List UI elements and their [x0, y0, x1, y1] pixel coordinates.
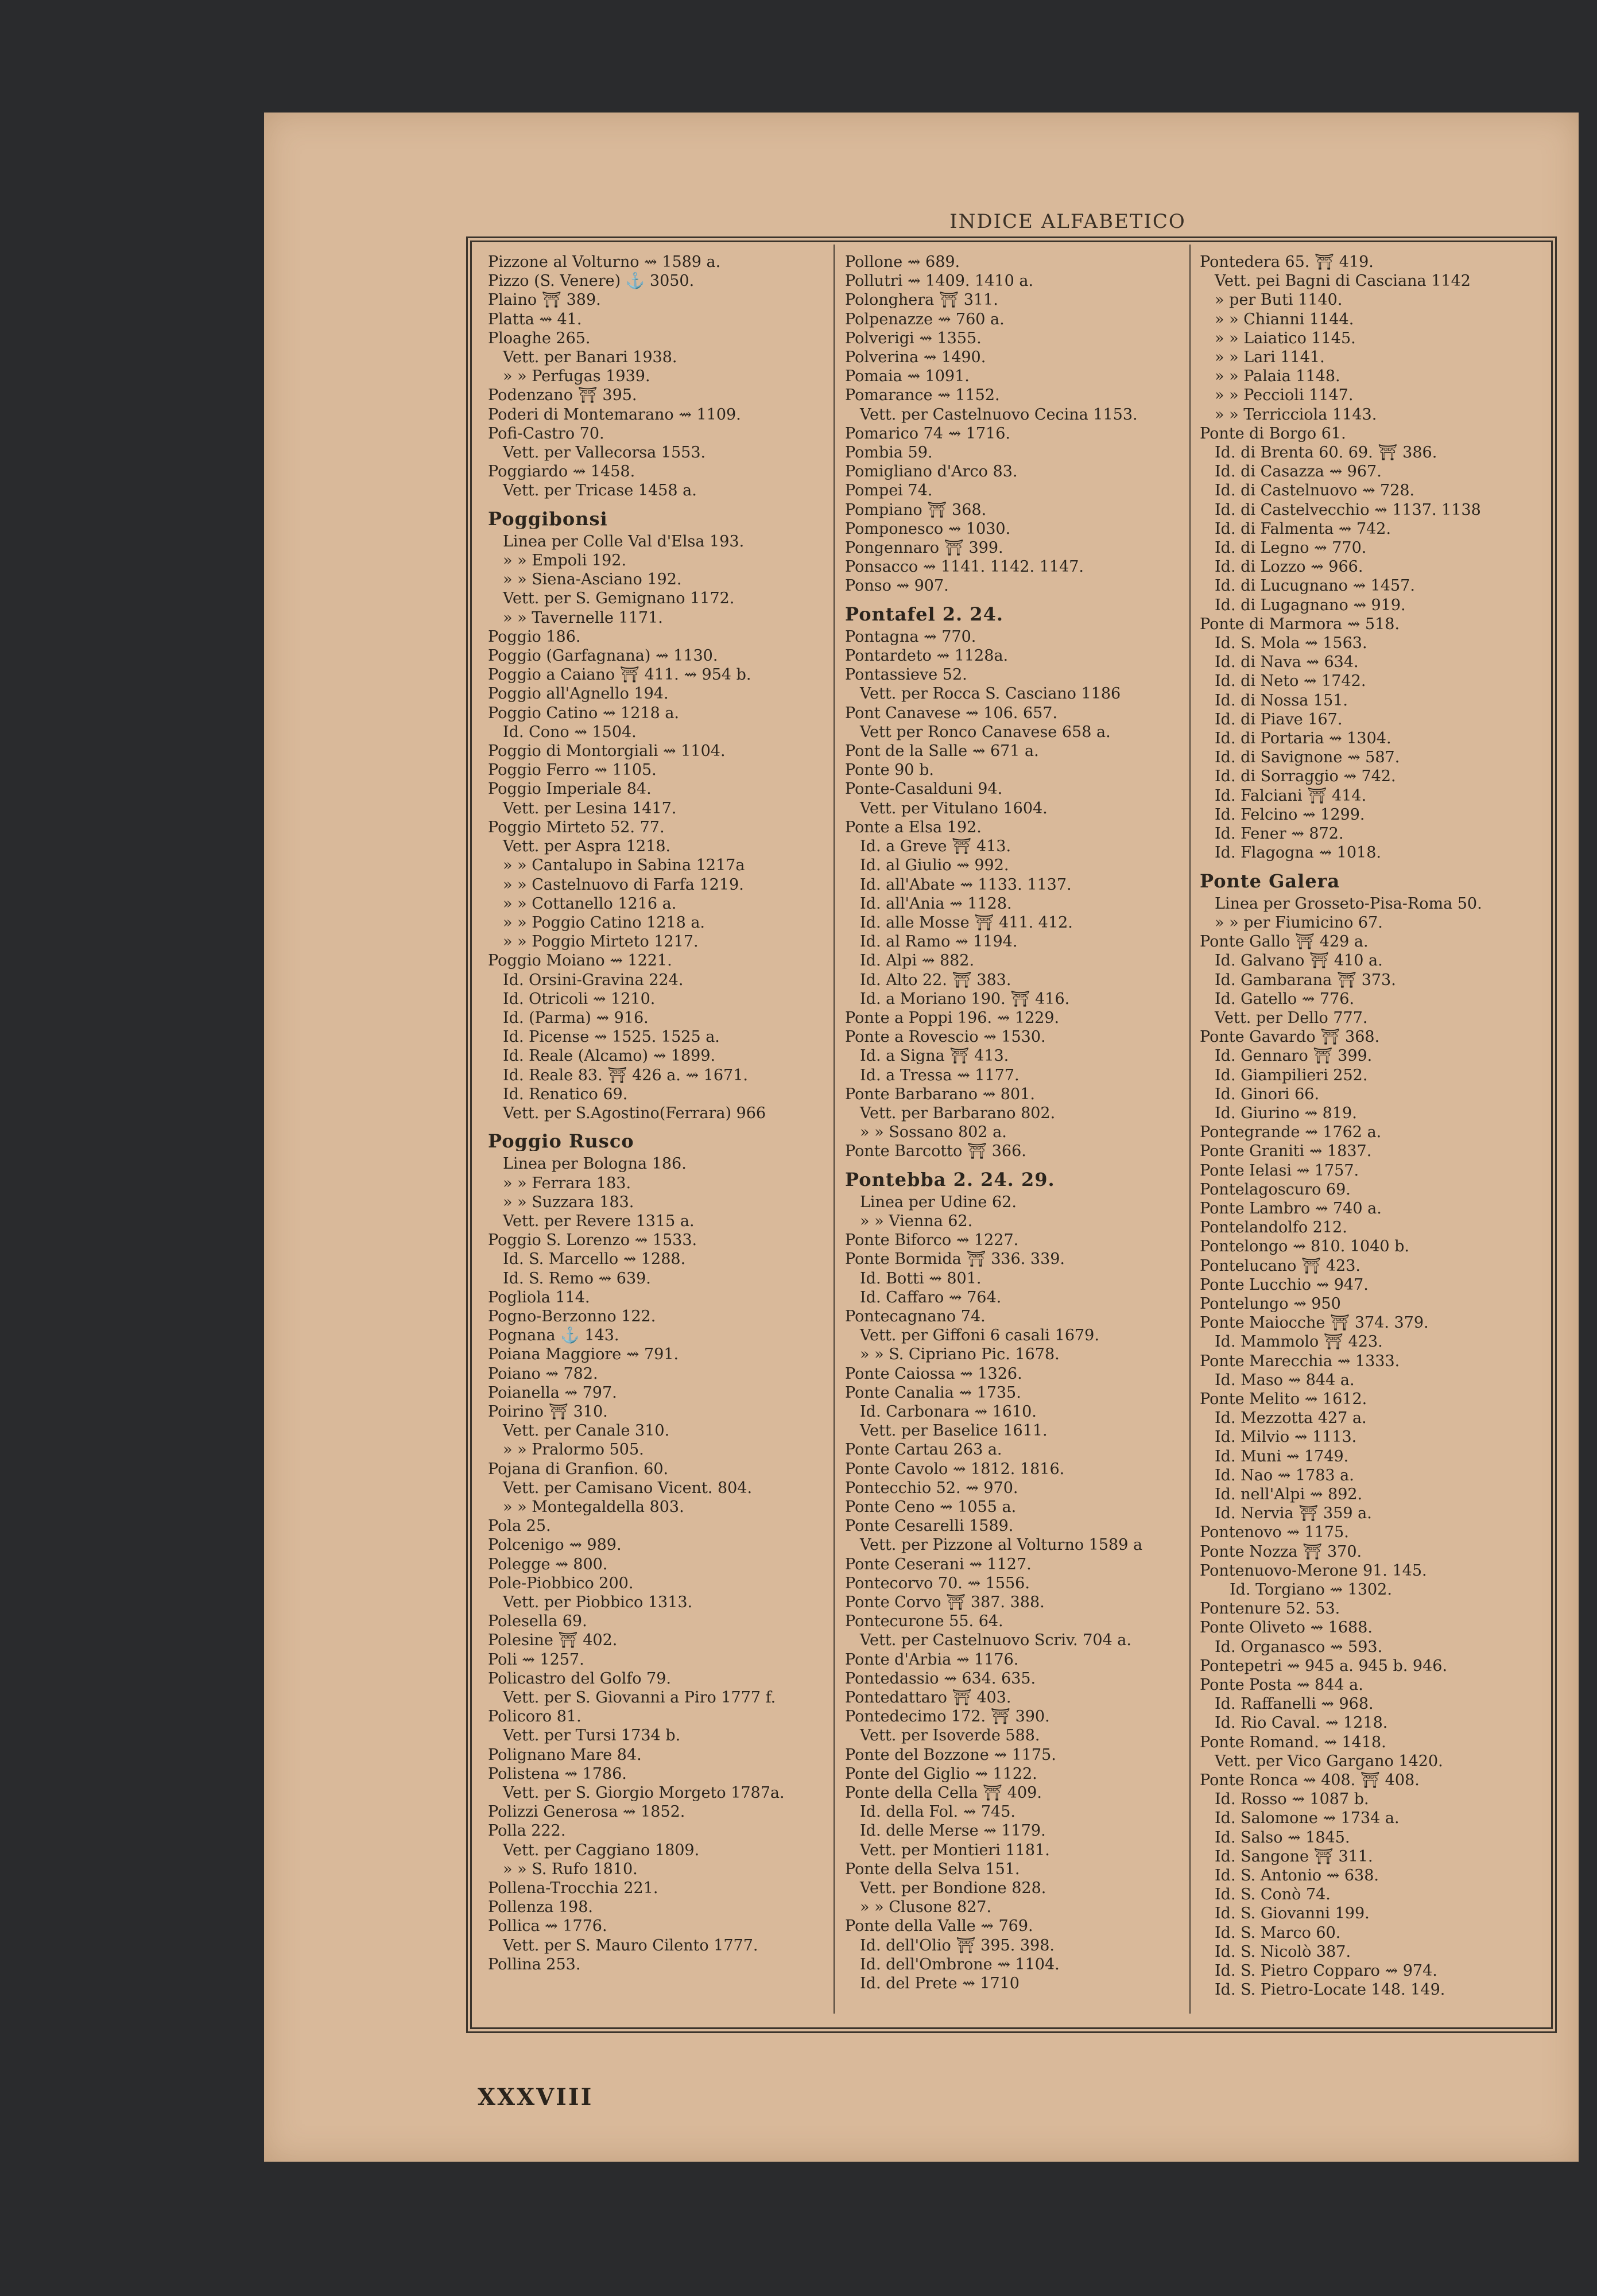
index-entry: Id. Mammolo ⛩ 423. — [1215, 1333, 1383, 1351]
index-entry: Pontecagnano 74. — [845, 1307, 986, 1325]
index-entry: Vett. per Vitulano 1604. — [860, 799, 1048, 817]
index-entry: Vett. per S. Giovanni a Piro 1777 f. — [503, 1689, 776, 1707]
index-entry: Id. a Moriano 190. ⛩ 416. — [860, 990, 1070, 1008]
index-entry: Id. Ginori 66. — [1215, 1085, 1320, 1103]
index-entry: Pontardeto ⇝ 1128a. — [845, 647, 1009, 665]
index-entry: Poiana Maggiore ⇝ 791. — [488, 1345, 679, 1364]
index-entry: Id. Felcino ⇝ 1299. — [1215, 805, 1365, 824]
index-entry: Vett. pei Bagni di Casciana 1142 — [1215, 272, 1471, 290]
index-entry: Polcenigo ⇝ 989. — [488, 1536, 622, 1554]
index-entry: » » Terricciola 1143. — [1215, 405, 1377, 424]
index-entry: Pizzo (S. Venere) ⚓ 3050. — [488, 272, 695, 290]
index-entry: Ponte della Selva 151. — [845, 1860, 1020, 1878]
index-entry: Vett. per Giffoni 6 casali 1679. — [860, 1327, 1099, 1345]
index-heading: Pontebba 2. 24. 29. — [845, 1170, 1055, 1189]
index-entry: Polegge ⇝ 800. — [488, 1555, 608, 1573]
index-entry: Pombia 59. — [845, 444, 933, 462]
index-entry: Pogno-Berzonno 122. — [488, 1307, 656, 1325]
index-entry: Ponte a Poppi 196. ⇝ 1229. — [845, 1009, 1060, 1027]
index-entry: Ponte-Casalduni 94. — [845, 780, 1003, 798]
index-entry: Vett. per Piobbico 1313. — [503, 1593, 693, 1612]
index-entry: Id. di Lucugnano ⇝ 1457. — [1215, 577, 1415, 595]
index-entry: Pontagna ⇝ 770. — [845, 627, 976, 646]
index-entry: Ponte Bormida ⛩ 336. 339. — [845, 1250, 1065, 1269]
index-entry: Pontecchio 52. ⇝ 970. — [845, 1479, 1018, 1497]
index-entry: Pompei 74. — [845, 482, 933, 500]
index-entry: Pont Canavese ⇝ 106. 657. — [845, 704, 1058, 722]
index-entry: Policoro 81. — [488, 1708, 582, 1726]
index-entry: Id. Gatello ⇝ 776. — [1215, 990, 1355, 1008]
index-entry: Id. Orsini-Gravina 224. — [503, 971, 684, 989]
index-entry: Pomigliano d'Arco 83. — [845, 463, 1018, 481]
index-entry: Poli ⇝ 1257. — [488, 1650, 584, 1669]
index-entry: Plaino ⛩ 389. — [488, 291, 601, 309]
index-entry: Id. all'Ania ⇝ 1128. — [860, 894, 1012, 913]
index-entry: Pola 25. — [488, 1517, 551, 1535]
index-entry: » » Cottanello 1216 a. — [503, 894, 677, 913]
index-entry: Poianella ⇝ 797. — [488, 1383, 617, 1402]
index-entry: Ponte del Bozzone ⇝ 1175. — [845, 1746, 1056, 1764]
index-entry: Vett. per Banari 1938. — [503, 348, 677, 367]
index-entry: Ponte Lambro ⇝ 740 a. — [1200, 1199, 1382, 1217]
index-entry: Id. Alto 22. ⛩ 383. — [860, 971, 1011, 989]
index-entry: » » Siena-Asciano 192. — [503, 571, 682, 589]
index-entry: Pontelongo ⇝ 810. 1040 b. — [1200, 1238, 1410, 1256]
index-entry: » » Perfugas 1939. — [503, 367, 650, 386]
index-entry: Id. del Prete ⇝ 1710 — [860, 1975, 1020, 1993]
index-entry: Pontedera 65. ⛩ 419. — [1200, 253, 1374, 271]
index-entry: Id. Botti ⇝ 801. — [860, 1269, 982, 1287]
index-entry: Ponte di Borgo 61. — [1200, 424, 1346, 443]
index-entry: Id. S. Marcello ⇝ 1288. — [503, 1250, 686, 1269]
index-entry: » » Ferrara 183. — [503, 1174, 631, 1192]
index-entry: Vett. per S. Giorgio Morgeto 1787a. — [503, 1784, 785, 1802]
index-entry: Id. Maso ⇝ 844 a. — [1215, 1371, 1355, 1389]
index-entry: Id. Reale (Alcamo) ⇝ 1899. — [503, 1047, 716, 1065]
index-entry: Poggio S. Lorenzo ⇝ 1533. — [488, 1231, 697, 1250]
index-entry: Id. Milvio ⇝ 1113. — [1215, 1428, 1357, 1446]
index-entry: Id. Caffaro ⇝ 764. — [860, 1288, 1002, 1306]
index-entry: Pole-Piobbico 200. — [488, 1574, 634, 1592]
page-number: XXXVIII — [478, 2084, 594, 2111]
index-entry: » » Laiatico 1145. — [1215, 329, 1356, 347]
index-column-2 — [845, 253, 1189, 2032]
index-entry: » » Tavernelle 1171. — [503, 608, 663, 627]
index-entry: Ploaghe 265. — [488, 329, 591, 347]
index-entry: Id. all'Abate ⇝ 1133. 1137. — [860, 875, 1072, 894]
index-entry: Pontecurone 55. 64. — [845, 1612, 1003, 1631]
index-entry: Id. di Castelnuovo ⇝ 728. — [1215, 482, 1415, 500]
index-entry: Pontenure 52. 53. — [1200, 1600, 1340, 1618]
index-entry: Ponte Romand. ⇝ 1418. — [1200, 1733, 1386, 1751]
index-entry: Id. di Legno ⇝ 770. — [1215, 539, 1367, 557]
index-entry: Id. di Piave 167. — [1215, 710, 1343, 728]
index-entry: Id. Giurino ⇝ 819. — [1215, 1104, 1357, 1122]
index-entry: Ponte Gallo ⛩ 429 a. — [1200, 933, 1369, 951]
index-entry: Pontelungo ⇝ 950 — [1200, 1294, 1341, 1313]
index-entry: Id. Picense ⇝ 1525. 1525 a. — [503, 1028, 720, 1046]
index-entry: Vett. per Tursi 1734 b. — [503, 1727, 681, 1745]
index-entry: » » Montegaldella 803. — [503, 1498, 684, 1516]
index-entry: Ponte Marecchia ⇝ 1333. — [1200, 1352, 1400, 1370]
index-entry: » » Sossano 802 a. — [860, 1123, 1007, 1142]
index-entry: Ponte della Valle ⇝ 769. — [845, 1917, 1033, 1936]
index-entry: Pollone ⇝ 689. — [845, 253, 960, 271]
index-entry: Pogliola 114. — [488, 1288, 590, 1306]
index-entry: » » Cantalupo in Sabina 1217a — [503, 856, 745, 875]
index-entry: Pontelandolfo 212. — [1200, 1219, 1347, 1237]
index-entry: Pont de la Salle ⇝ 671 a. — [845, 742, 1039, 761]
index-entry: Pontelagoscuro 69. — [1200, 1180, 1351, 1199]
index-entry: Id. Gennaro ⛩ 399. — [1215, 1047, 1373, 1065]
index-entry: Id. Reale 83. ⛩ 426 a. ⇝ 1671. — [503, 1066, 748, 1084]
index-entry: Policastro del Golfo 79. — [488, 1669, 671, 1688]
index-entry: Ponte Caiossa ⇝ 1326. — [845, 1364, 1022, 1383]
index-entry: Ponsacco ⇝ 1141. 1142. 1147. — [845, 558, 1084, 576]
index-entry: Id. a Tressa ⇝ 1177. — [860, 1066, 1020, 1084]
index-entry: Poirino ⛩ 310. — [488, 1402, 608, 1421]
index-entry: Pompiano ⛩ 368. — [845, 501, 987, 519]
index-entry: Poggio Moiano ⇝ 1221. — [488, 952, 672, 970]
index-entry: Ponte del Giglio ⇝ 1122. — [845, 1764, 1037, 1783]
index-entry: Ponte Maiocche ⛩ 374. 379. — [1200, 1314, 1429, 1332]
index-entry: Id. S. Pietro-Locate 148. 149. — [1215, 1981, 1445, 1999]
book-page — [264, 113, 1579, 2162]
index-entry: Id. Mezzotta 427 a. — [1215, 1409, 1367, 1428]
index-entry: Ponte Melito ⇝ 1612. — [1200, 1390, 1367, 1408]
index-entry: Linea per Udine 62. — [860, 1193, 1017, 1211]
index-entry: Vett. per Castelnuovo Cecina 1153. — [860, 405, 1138, 424]
index-entry: Linea per Bologna 186. — [503, 1155, 687, 1173]
index-entry: Ponte Posta ⇝ 844 a. — [1200, 1676, 1363, 1694]
index-entry: Ponte Canalia ⇝ 1735. — [845, 1383, 1021, 1402]
index-entry: Vett. per Camisano Vicent. 804. — [503, 1479, 753, 1497]
index-entry: Linea per Grosseto-Pisa-Roma 50. — [1215, 894, 1482, 913]
index-entry: Id. di Casazza ⇝ 967. — [1215, 463, 1382, 481]
index-entry: Id. di Neto ⇝ 1742. — [1215, 672, 1366, 691]
index-entry: Poggio 186. — [488, 627, 581, 646]
index-entry: Pongennaro ⛩ 399. — [845, 539, 1003, 557]
index-entry: Pontecorvo 70. ⇝ 1556. — [845, 1574, 1030, 1592]
index-entry: Poggio Ferro ⇝ 1105. — [488, 761, 657, 779]
index-entry: Id. Salso ⇝ 1845. — [1215, 1828, 1350, 1847]
index-heading: Pontafel 2. 24. — [845, 604, 1003, 624]
index-entry: Pofi-Castro 70. — [488, 424, 604, 443]
index-entry: Id. al Ramo ⇝ 1194. — [860, 933, 1018, 951]
index-entry: Linea per Colle Val d'Elsa 193. — [503, 532, 745, 550]
index-entry: Vett. per Lesina 1417. — [503, 799, 677, 817]
index-column-1 — [488, 253, 832, 2032]
index-entry: Ponte Biforco ⇝ 1227. — [845, 1231, 1019, 1250]
column-rule — [834, 245, 835, 2014]
index-entry: » » Empoli 192. — [503, 552, 627, 570]
index-entry: Pojana di Granfion. 60. — [488, 1460, 669, 1478]
index-entry: Ponte Cartau 263 a. — [845, 1441, 1002, 1459]
index-entry: Ponte Lucchio ⇝ 947. — [1200, 1275, 1369, 1294]
index-entry: Poderi di Montemarano ⇝ 1109. — [488, 405, 741, 424]
index-entry: Pontassieve 52. — [845, 666, 967, 684]
index-entry: Ponte Ceserani ⇝ 1127. — [845, 1555, 1032, 1573]
index-entry: Id. Raffanelli ⇝ 968. — [1215, 1695, 1374, 1713]
index-entry: Pollutri ⇝ 1409. 1410 a. — [845, 272, 1034, 290]
index-entry: Polpenazze ⇝ 760 a. — [845, 310, 1005, 328]
index-entry: Poggio a Caiano ⛩ 411. ⇝ 954 b. — [488, 666, 751, 684]
index-entry: Id. Torgiano ⇝ 1302. — [1230, 1581, 1392, 1599]
index-entry: Vett. per Montieri 1181. — [860, 1841, 1050, 1859]
index-entry: Ponte Corvo ⛩ 387. 388. — [845, 1593, 1045, 1612]
index-entry: Id. Falciani ⛩ 414. — [1215, 786, 1367, 805]
index-entry: Id. S. Mola ⇝ 1563. — [1215, 634, 1367, 653]
index-entry: Id. S. Pietro Copparo ⇝ 974. — [1215, 1962, 1437, 1980]
index-entry: Vett. per Baselice 1611. — [860, 1422, 1048, 1440]
index-entry: Id. al Giulio ⇝ 992. — [860, 856, 1009, 875]
index-entry: Poggio (Garfagnana) ⇝ 1130. — [488, 647, 718, 665]
index-entry: Id. di Lozzo ⇝ 966. — [1215, 558, 1363, 576]
index-entry: Id. di Savignone ⇝ 587. — [1215, 748, 1400, 767]
index-entry: Id. S. Antonio ⇝ 638. — [1215, 1867, 1379, 1885]
index-entry: Polizzi Generosa ⇝ 1852. — [488, 1803, 685, 1821]
index-entry: Ponte Oliveto ⇝ 1688. — [1200, 1619, 1373, 1637]
index-entry: Vett. per S.Agostino(Ferrara) 966 — [503, 1104, 766, 1122]
index-entry: Poiano ⇝ 782. — [488, 1364, 598, 1383]
index-entry: Polverigi ⇝ 1355. — [845, 329, 982, 347]
index-entry: Id. Flagogna ⇝ 1018. — [1215, 844, 1381, 862]
index-entry: Id. nell'Alpi ⇝ 892. — [1215, 1486, 1363, 1503]
index-entry: Id. a Signa ⛩ 413. — [860, 1047, 1009, 1065]
index-entry: Pollina 253. — [488, 1955, 581, 1973]
index-entry: Id. Galvano ⛩ 410 a. — [1215, 952, 1383, 970]
index-entry: Id. S. Remo ⇝ 639. — [503, 1269, 651, 1287]
index-entry: Vett. per Castelnuovo Scriv. 704 a. — [860, 1631, 1131, 1650]
index-entry: Pollena-Trocchia 221. — [488, 1879, 658, 1898]
index-entry: Vett. per Caggiano 1809. — [503, 1841, 700, 1859]
index-entry: Pontelucano ⛩ 423. — [1200, 1256, 1360, 1275]
index-entry: Polesella 69. — [488, 1612, 587, 1631]
index-entry: Vett. per Canale 310. — [503, 1422, 670, 1440]
index-entry: Id. Giampilieri 252. — [1215, 1066, 1368, 1084]
index-entry: Id. S. Conò 74. — [1215, 1886, 1331, 1904]
index-entry: Polignano Mare 84. — [488, 1746, 642, 1764]
index-entry: Pomarico 74 ⇝ 1716. — [845, 424, 1010, 443]
index-entry: Ponte 90 b. — [845, 761, 934, 779]
index-entry: Vett. per Bondione 828. — [860, 1879, 1046, 1898]
index-entry: Pomarance ⇝ 1152. — [845, 386, 1000, 405]
index-entry: » » per Fiumicino 67. — [1215, 913, 1383, 932]
index-entry: Ponte di Marmora ⇝ 518. — [1200, 615, 1400, 633]
index-heading: Poggio Rusco — [488, 1132, 634, 1151]
index-entry: » » Suzzara 183. — [503, 1193, 634, 1211]
index-entry: » » Palaia 1148. — [1215, 367, 1340, 386]
index-entry: Id. Nao ⇝ 1783 a. — [1215, 1466, 1354, 1484]
index-entry: Ponte Ielasi ⇝ 1757. — [1200, 1161, 1359, 1180]
index-entry: Vett. per Vallecorsa 1553. — [503, 444, 706, 462]
index-entry: » » Pralormo 505. — [503, 1441, 644, 1459]
index-entry: Id. Organasco ⇝ 593. — [1215, 1638, 1383, 1656]
index-entry: Id. alle Mosse ⛩ 411. 412. — [860, 913, 1073, 932]
index-entry: Ponte Barbarano ⇝ 801. — [845, 1085, 1035, 1103]
index-entry: Pontepetri ⇝ 945 a. 945 b. 946. — [1200, 1657, 1448, 1675]
index-entry: Ponso ⇝ 907. — [845, 577, 949, 595]
index-entry: Pollica ⇝ 1776. — [488, 1917, 607, 1936]
index-entry: Id. Otricoli ⇝ 1210. — [503, 990, 656, 1008]
index-entry: Id. Fener ⇝ 872. — [1215, 825, 1344, 843]
index-entry: Poggio all'Agnello 194. — [488, 685, 669, 703]
index-entry: Id. Salomone ⇝ 1734 a. — [1215, 1809, 1400, 1828]
index-entry: Ponte Ceno ⇝ 1055 a. — [845, 1498, 1017, 1516]
index-entry: Polverina ⇝ 1490. — [845, 348, 986, 367]
index-entry: Vett. per Barbarano 802. — [860, 1104, 1056, 1122]
index-entry: Polla 222. — [488, 1822, 566, 1840]
index-entry: Id. di Nossa 151. — [1215, 691, 1348, 709]
index-entry: Vett. per S. Gemignano 1172. — [503, 589, 735, 608]
index-entry: Pizzone al Volturno ⇝ 1589 a. — [488, 253, 721, 271]
index-entry: Polesine ⛩ 402. — [488, 1631, 618, 1650]
index-entry: Pontenuovo-Merone 91. 145. — [1200, 1561, 1427, 1580]
index-entry: Ponte Gavardo ⛩ 368. — [1200, 1028, 1380, 1046]
index-entry: Pomponesco ⇝ 1030. — [845, 519, 1011, 538]
index-entry: Id. S. Marco 60. — [1215, 1923, 1341, 1942]
index-entry: Id. di Nava ⇝ 634. — [1215, 653, 1359, 672]
index-entry: Pontedattaro ⛩ 403. — [845, 1689, 1011, 1707]
index-entry: Id. Rosso ⇝ 1087 b. — [1215, 1790, 1369, 1809]
index-entry: Id. a Greve ⛩ 413. — [860, 837, 1011, 856]
index-heading: Poggibonsi — [488, 509, 608, 529]
index-entry: » » S. Rufo 1810. — [503, 1860, 638, 1878]
index-entry: Platta ⇝ 41. — [488, 310, 582, 328]
index-entry: Podenzano ⛩ 395. — [488, 386, 637, 405]
index-entry: Vett. per Rocca S. Casciano 1186 — [860, 685, 1121, 703]
running-head: INDICE ALFABETICO — [949, 210, 1186, 233]
index-entry: Vett. per Isoverde 588. — [860, 1727, 1040, 1745]
index-entry: » » Vienna 62. — [860, 1212, 973, 1230]
index-entry: Vett. per S. Mauro Cilento 1777. — [503, 1936, 758, 1954]
index-entry: Id. Rio Caval. ⇝ 1218. — [1215, 1714, 1388, 1732]
index-entry: Vett. per Pizzone al Volturno 1589 a — [860, 1536, 1143, 1554]
index-entry: Pollenza 198. — [488, 1898, 593, 1917]
index-entry: Ponte a Rovescio ⇝ 1530. — [845, 1028, 1046, 1046]
index-entry: Ponte Ronca ⇝ 408. ⛩ 408. — [1200, 1771, 1420, 1790]
index-entry: Vett. per Dello 777. — [1215, 1009, 1368, 1027]
column-rule — [1189, 245, 1191, 2014]
index-entry: Id. Renatico 69. — [503, 1085, 628, 1103]
index-entry: Poggio Mirteto 52. 77. — [488, 818, 665, 836]
index-entry: Id. Muni ⇝ 1749. — [1215, 1447, 1349, 1465]
index-entry: » » Castelnuovo di Farfa 1219. — [503, 875, 744, 894]
index-entry: Pomaia ⇝ 1091. — [845, 367, 970, 386]
index-entry: Id. Nervia ⛩ 359 a. — [1215, 1504, 1372, 1523]
index-entry: Id. S. Giovanni 199. — [1215, 1905, 1370, 1923]
index-entry: Id. di Sorraggio ⇝ 742. — [1215, 767, 1396, 786]
index-entry: Ponte Cesarelli 1589. — [845, 1517, 1014, 1535]
index-entry: Id. delle Merse ⇝ 1179. — [860, 1822, 1046, 1840]
index-entry: Polonghera ⛩ 311. — [845, 291, 998, 309]
index-entry: Id. Gambarana ⛩ 373. — [1215, 971, 1396, 989]
index-entry: Vett per Ronco Canavese 658 a. — [860, 723, 1111, 741]
index-entry: Id. di Lugagnano ⇝ 919. — [1215, 596, 1406, 614]
index-entry: Id. di Portaria ⇝ 1304. — [1215, 730, 1391, 748]
index-entry: Pontegrande ⇝ 1762 a. — [1200, 1123, 1382, 1142]
index-entry: Id. dell'Olio ⛩ 395. 398. — [860, 1936, 1055, 1954]
index-entry: Id. della Fol. ⇝ 745. — [860, 1803, 1015, 1821]
index-heading: Ponte Galera — [1200, 871, 1340, 891]
index-entry: » » Poggio Catino 1218 a. — [503, 913, 706, 932]
index-entry: Poggio Imperiale 84. — [488, 780, 652, 798]
index-entry: Ponte a Elsa 192. — [845, 818, 982, 836]
index-entry: » » S. Cipriano Pic. 1678. — [860, 1345, 1060, 1364]
index-entry: Id. Cono ⇝ 1504. — [503, 723, 637, 741]
index-entry: Ponte Cavolo ⇝ 1812. 1816. — [845, 1460, 1065, 1478]
index-entry: » per Buti 1140. — [1215, 291, 1343, 309]
index-entry: Ponte Barcotto ⛩ 366. — [845, 1142, 1026, 1161]
index-entry: Id. Carbonara ⇝ 1610. — [860, 1402, 1037, 1421]
index-entry: Id. (Parma) ⇝ 916. — [503, 1009, 649, 1027]
index-entry: Vett. per Aspra 1218. — [503, 837, 671, 856]
index-entry: Poggiardo ⇝ 1458. — [488, 463, 635, 481]
index-entry: Id. Sangone ⛩ 311. — [1215, 1847, 1373, 1865]
index-entry: Ponte della Cella ⛩ 409. — [845, 1784, 1042, 1802]
index-entry: Poggio di Montorgiali ⇝ 1104. — [488, 742, 726, 761]
index-entry: » » Poggio Mirteto 1217. — [503, 933, 699, 951]
index-entry: Polistena ⇝ 1786. — [488, 1764, 627, 1783]
index-entry: Vett. per Tricase 1458 a. — [503, 482, 697, 500]
index-column-3 — [1200, 253, 1544, 2032]
index-entry: » » Clusone 827. — [860, 1898, 992, 1917]
index-entry: Ponte Graniti ⇝ 1837. — [1200, 1142, 1372, 1161]
index-entry: Vett. per Revere 1315 a. — [503, 1212, 695, 1230]
index-entry: Id. di Brenta 60. 69. ⛩ 386. — [1215, 444, 1437, 462]
index-entry: Id. S. Nicolò 387. — [1215, 1942, 1351, 1961]
index-entry: Pontedecimo 172. ⛩ 390. — [845, 1708, 1050, 1726]
index-entry: Id. dell'Ombrone ⇝ 1104. — [860, 1955, 1060, 1973]
index-entry: Pognana ⚓ 143. — [488, 1327, 619, 1345]
index-entry: Pontedassio ⇝ 634. 635. — [845, 1669, 1036, 1688]
index-entry: Ponte Nozza ⛩ 370. — [1200, 1542, 1362, 1561]
index-entry: » » Chianni 1144. — [1215, 310, 1354, 328]
index-entry: » » Peccioli 1147. — [1215, 386, 1354, 405]
index-entry: Vett. per Vico Gargano 1420. — [1215, 1752, 1443, 1770]
index-entry: Id. di Falmenta ⇝ 742. — [1215, 519, 1391, 538]
index-entry: Id. Alpi ⇝ 882. — [860, 952, 975, 970]
index-entry: Poggio Catino ⇝ 1218 a. — [488, 704, 680, 722]
index-entry: Pontenovo ⇝ 1175. — [1200, 1523, 1349, 1542]
index-entry: Ponte d'Arbia ⇝ 1176. — [845, 1650, 1019, 1669]
index-entry: » » Lari 1141. — [1215, 348, 1325, 367]
index-entry: Id. di Castelvecchio ⇝ 1137. 1138 — [1215, 501, 1481, 519]
